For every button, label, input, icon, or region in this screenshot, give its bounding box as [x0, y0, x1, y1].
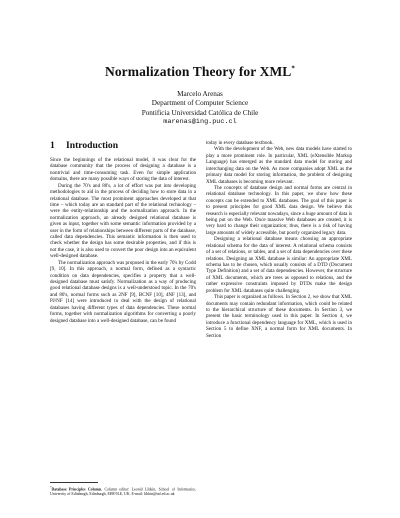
- paragraph: The normalization approach was proposed in the early 70's by Codd [9, 10]. In this approach, a normal form, defined as a syntactic condition on data dependencies, specifies a property that a well-designed database must satisfy. Normalization as a way of producing good relational database designs is a well-understood topic. In the 70's and 80's, normal forms such as 2NF [9], BCNF [10], 4NF [13], and PJ/NF [14] were introduced to deal with the design of relational databases having different types of data dependencies. These normal forms, together with normalization algorithms for converting a poorly designed database into a well-designed database, can be found: [50, 259, 196, 324]
- footnote-rule: [50, 482, 98, 483]
- title-text: Normalization Theory for XML: [104, 64, 292, 79]
- title-footnote-mark: *: [291, 64, 295, 73]
- paragraph: With the development of the Web, new data models have started to play a more prominent role. In particular, XML (eXtensible Markup Language) has emerged as the standard data model for storing and interchanging data on the Web. As more companies adopt XML as the primary data model for storing information, the problem of designing XML databases is becoming more relevant.: [206, 146, 352, 185]
- paragraph: This paper is organized as follows. In Section 2, we show that XML documents may contain redundant information, which could be related to the hierarchical structure of these documents. In Section 3, we present the basic terminology used in this paper. In Section 4, we introduce a functional dependency language for XML, which is used in Section 5 to define XNF, a normal form for XML documents. In Section: [206, 294, 352, 339]
- paragraph: During the 70's and 80's, a lot of effort was put into developing methodologies to aid in the process of deciding how to store data in a relational database. The most prominent approaches developed at that time – which today are an standard part of the relational technology – were the entity-relationship and the normalization approach. In the normalization approach, an already designed relational database is given as input, together with some semantic information provided by a user in the form of relationships between different parts of the database, called data dependencies. This semantic information is then used to check whether the design has some desirable properties, and if this is not the case, it is also used to convert the poor design into an equivalent well-designed database.: [50, 182, 196, 260]
- section-number: 1: [50, 140, 55, 151]
- paragraph: today in every database textbook.: [206, 140, 274, 146]
- footnote: [50, 485, 196, 497]
- paragraph: Designing a relational database means choosing an appropriate relational schema for the data of interest. A relational schema consists of a set of relations, or tables, and a set of data dependencies over these relations. Designing an XML database is similar: An appropriate XML schema has to be chosen, which usually consists of a DTD (Document Type Definition) and a set of data dependencies. However, the structure of XML documents, which are trees as opposed to relations, and the rather expressive constraints imposed by DTDs make the design problem for XML databases quite challenging.: [206, 236, 352, 294]
- author-block: [0, 90, 400, 128]
- right-column: [206, 140, 352, 339]
- paragraph: Since the beginnings of the relational model, it was clear for the database community that the process of designing a database is a nontrivial and time-consuming task. Even for simple application domains, there are many possible ways of storing the data of interest.: [50, 157, 196, 183]
- paper-title: [0, 64, 400, 80]
- paragraph: The concepts of database design and normal forms are central in relational database technology. In this paper, we show how these concepts can be extended to XML databases. The goal of this paper is to present principles for good XML data design. We believe this research is especially relevant nowadays, since a huge amount of data is being put on the Web. Once massive Web databases are created, it is very hard to change their organization; thus, there is a risk of having large amounts of widely accessible, but poorly organized legacy data.: [206, 184, 352, 236]
- author-institution: Pontificia Universidad Católica de Chile: [141, 108, 259, 117]
- footnote-label: Database Principles Column.: [51, 487, 103, 492]
- footnote-text: Column editor: Leonid Libkin, School of Informatics, University of Edinburgh, Edinburgh, EH8 9LE, UK. E-mail: libkin@inf.ed.ac.uk: [50, 487, 196, 497]
- footnote-mark: *: [50, 485, 52, 489]
- author-email: marenas@ing.puc.cl: [163, 118, 237, 127]
- section-title: Introduction: [66, 140, 119, 151]
- section-heading: [50, 140, 118, 151]
- author-name: Marcelo Arenas: [177, 90, 223, 98]
- author-department: Department of Computer Science: [151, 99, 249, 108]
